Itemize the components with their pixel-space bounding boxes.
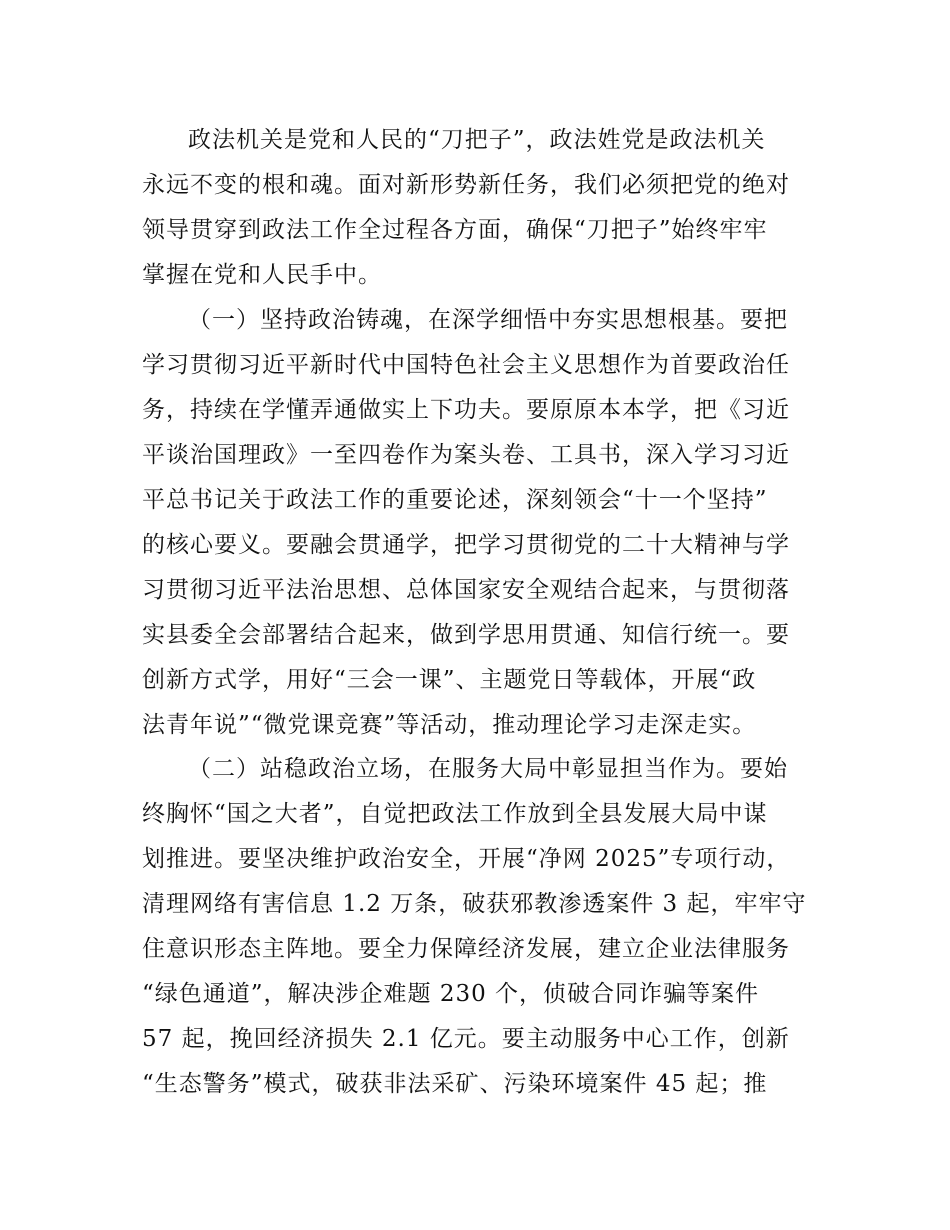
section-heading-line: （二）站稳政治立场，在服务大局中彰显担当作为。要始 <box>188 756 788 782</box>
text-line: “绿色通道”，解决涉企难题 230 个，侦破合同诈骗等案件 <box>142 981 760 1007</box>
text-line: 住意识形态主阵地。要全力保障经济发展，建立企业法律服务 <box>142 936 790 962</box>
text-line: 永远不变的根和魂。面对新形势新任务，我们必须把党的绝对 <box>142 172 790 198</box>
text-line: 领导贯穿到政法工作全过程各方面，确保“刀把子”始终牢牢 <box>142 217 768 243</box>
text-line: 57 起，挽回经济损失 2.1 亿元。要主动服务中心工作，创新 <box>142 1026 790 1052</box>
text-line: 法青年说”“微党课竞赛”等活动，推动理论学习走深走实。 <box>142 712 757 738</box>
text-line: 清理网络有害信息 1.2 万条，破获邪教渗透案件 3 起，牢牢守 <box>142 891 807 917</box>
text-line: 习贯彻习近平法治思想、总体国家安全观结合起来，与贯彻落 <box>142 577 790 603</box>
text-line: 学习贯彻习近平新时代中国特色社会主义思想作为首要政治任 <box>142 352 790 378</box>
text-line: 终胸怀“国之大者”，自觉把政法工作放到全县发展大局中谋 <box>142 801 768 827</box>
text-line: 的核心要义。要融会贯通学，把学习贯彻党的二十大精神与学 <box>142 532 790 558</box>
paragraph-intro <box>142 118 822 298</box>
text-line: 务，持续在学懂弄通做实上下功夫。要原原本本学，把《习近 <box>142 397 790 423</box>
text-line: 平总书记关于政法工作的重要论述，深刻领会“十一个坚持” <box>142 487 768 513</box>
text-line: 掌握在党和人民手中。 <box>142 262 382 288</box>
text-line: 实县委全会部署结合起来，做到学思用贯通、知信行统一。要 <box>142 622 790 648</box>
text-line: 政法机关是党和人民的“刀把子”，政法姓党是政法机关 <box>188 127 766 153</box>
text-line: 平谈治国理政》一至四卷作为案头卷、工具书，深入学习习近 <box>142 442 790 468</box>
text-line: 划推进。要坚决维护政治安全，开展“净网 2025”专项行动， <box>142 846 791 872</box>
paragraph-section-two <box>142 747 822 1107</box>
text-line: “生态警务”模式，破获非法采矿、污染环境案件 45 起；推 <box>142 1071 768 1097</box>
paragraph-section-one <box>142 298 822 748</box>
section-heading-line: （一）坚持政治铸魂，在深学细悟中夯实思想根基。要把 <box>188 307 788 333</box>
text-line: 创新方式学，用好“三会一课”、主题党日等载体，开展“政 <box>142 667 757 693</box>
